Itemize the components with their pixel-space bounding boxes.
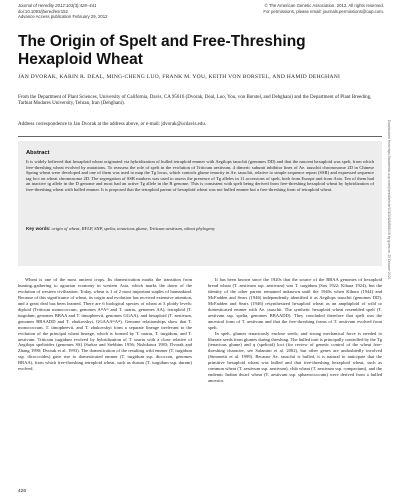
copyright-header	[212, 3, 384, 14]
body-column-right	[208, 277, 382, 384]
abstract-text: It is widely believed that hexaploid wheat originated via hybridization of hulled tetraploid emmer with Aegilops tauschii (genomes DD) and that the nascent hexaploid was spelt, from which free-threshing wheat evolved by mutations. To reassess the role of spelt in the evolution of Triticum aestivum, 4 dimeric subunit inhibitor lines of Ae. tauschii chromosome 2D in Chinese Spring wheat were developed and one of them was used to map the Tg locus, which controls glume tenacity in Ae. tauschii, relative to simple sequence repeat (SSR) and expressed sequence tag loci on wheat chromosome 2D. The segregation of SSR markers was used to assess the presence of Tg alleles in 11 accessions of spelt, both from Europe and from Asia. Ten of them had an inactive tg allele in the D genome and most had an active Tg allele in the B genome. This is consistent with spelt being derived from free-threshing hexaploid wheat by hybridization of free-threshing wheat with hulled emmer. It is proposed that the tetraploid parent of hexaploid wheat was not hulled emmer but a free-threshing form of tetraploid wheat.	[26, 159, 374, 192]
affiliation: From the Department of Plant Sciences, University of California, Davis, CA 95616 (Dvorak, Deal, Luo, You, von Borstel, and Dehghani) and the Department of Plant Breeding, Tarbiat Modares University, Tehran, Iran (Dehghani).	[18, 95, 372, 107]
body-paragraph: In spelt, glumes tenaciously enclose seeds, and strong mechanical force is needed to liberate seeds from glumes during threshing. The hulled trait is principally controlled by the Tg (tenacious glume) and q (speltoid) loci (for review of genetic control of the wheat free-threshing character, see Salamini et al. 2002), but other genes are undoubtedly involved (Simonetti et al. 1999). Because Ae. tauschii is hulled, it is natural to anticipate that the primitive hexaploid wheat was hulled and that free-threshing hexaploid wheat, such as common wheat (T. aestivum ssp. aestivum), club wheat (T. aestivum ssp. compactum), and the endemic Indian dwarf wheat (T. aestivum ssp. sphaerococcum) were derived from a hulled ancestor.	[208, 330, 382, 384]
permissions-line[interactable]: For permissions, please email: journals.permissions@oup.com.	[263, 8, 384, 14]
correspondence[interactable]: Address correspondence to Jan Dvorak at the address above, or e-mail: jdvorak@ucdavis.edu.	[18, 122, 207, 127]
journal-header	[18, 3, 188, 20]
body-column-left	[18, 277, 192, 372]
copyright-line: © The American Genetic Association. 2012. All rights reserved.	[264, 3, 384, 8]
access-line: Advance Access publication February 29, 2012	[18, 14, 108, 20]
divider	[18, 136, 382, 137]
keywords-list: origin of wheat, RFLP, SNP, spelta, tenacious glume, Triticum aestivum, wheat phylogeny	[51, 226, 215, 231]
author-list: JAN DVORAK, KARIN R. DEAL, MING-CHENG LUO, FRANK M. YOU, KEITH VON BORSTEL, AND HAMID DEHGHANI	[18, 74, 341, 80]
article-title: The Origin of Spelt and Free-Threshing Hexaploid Wheat	[18, 33, 306, 68]
page-number: 426	[18, 489, 27, 494]
abstract-heading: Abstract	[26, 150, 50, 156]
keywords	[26, 226, 374, 232]
keywords-label: Key words:	[26, 226, 51, 231]
doi-line[interactable]: doi:10.1093/jhered/esr152	[18, 8, 68, 14]
body-paragraph: It has been known since the 1920s that the source of the BBAA genomes of hexaploid bread wheat (T. aestivum ssp. aestivum) was T. turgidum (Sax 1922; Kihara 1924), but the identity of the other parent remained unknown until the 1940s when Kihara (1944) and McFadden and Sears (1946) independently identified it as Aegilops tauschii (genomes DD). McFadden and Sears (1946) resynthesized hexaploid wheat as an amphiploid of wild or domesticated emmer with Ae. tauschii. The synthetic hexaploid wheat resembled spelt (T. aestivum ssp. spelta, genomes BBAADD). They concluded therefore that spelt was the ancestral form of T. aestivum and that the free-threshing forms of T. aestivum evolved from spelt.	[208, 277, 382, 330]
body-paragraph: Wheat is one of the most ancient crops. Its domestication marks the transition from hunting–gathering to agrarian economy in western Asia, which marks the dawn of the evolution of western civilization. Today, wheat is 1 of 2 most important staples of humankind. Because of this significance of wheat, its origin and evolution has received extensive attention, and a great deal has been learned. There are 6 biological species of wheat at 3 ploidy levels: diploid (Triticum monococcum, genomes AᵐAᵐ and T. urartu, genomes AA), tetraploid (T. turgidum, genomes BBAA and T. timopheevii, genomes GGAA), and hexaploid (T. aestivum, genomes BBAADD and T. zhukovskyi, GGAAAᵐAᵐ). Genome relationships show that T. monococcum, T. timopheevii, and T. zhukovskyi form a separate lineage irrelevant to the evolution of the principal wheat lineage, which is formed by T. urartu, T. turgidum, and T. aestivum. Triticum turgidum evolved by hybridization of T. urartu with a close relative of Aegilops speltoides (genomes SS) (Sarkar and Stebbins 1956; Nishikawa 1983; Dvorak and Zhang 1990; Dvorak et al. 1993). The domestication of the resulting wild emmer (T. turgidum ssp. dicoccoides) gave rise to domesticated emmer (T. turgidum ssp. dicoccon, genomes BBAA), from which free-threshing tetraploid wheat, such as durum (T. turgidum ssp. durum) evolved.	[18, 277, 192, 372]
journal-line: Journal of Heredity 2012:103(3):426–441	[18, 3, 97, 8]
download-note[interactable]: Downloaded from https://academic.oup.com/jhered/article/103/3/426/858008 by guest on 25 October 2021	[387, 120, 391, 280]
